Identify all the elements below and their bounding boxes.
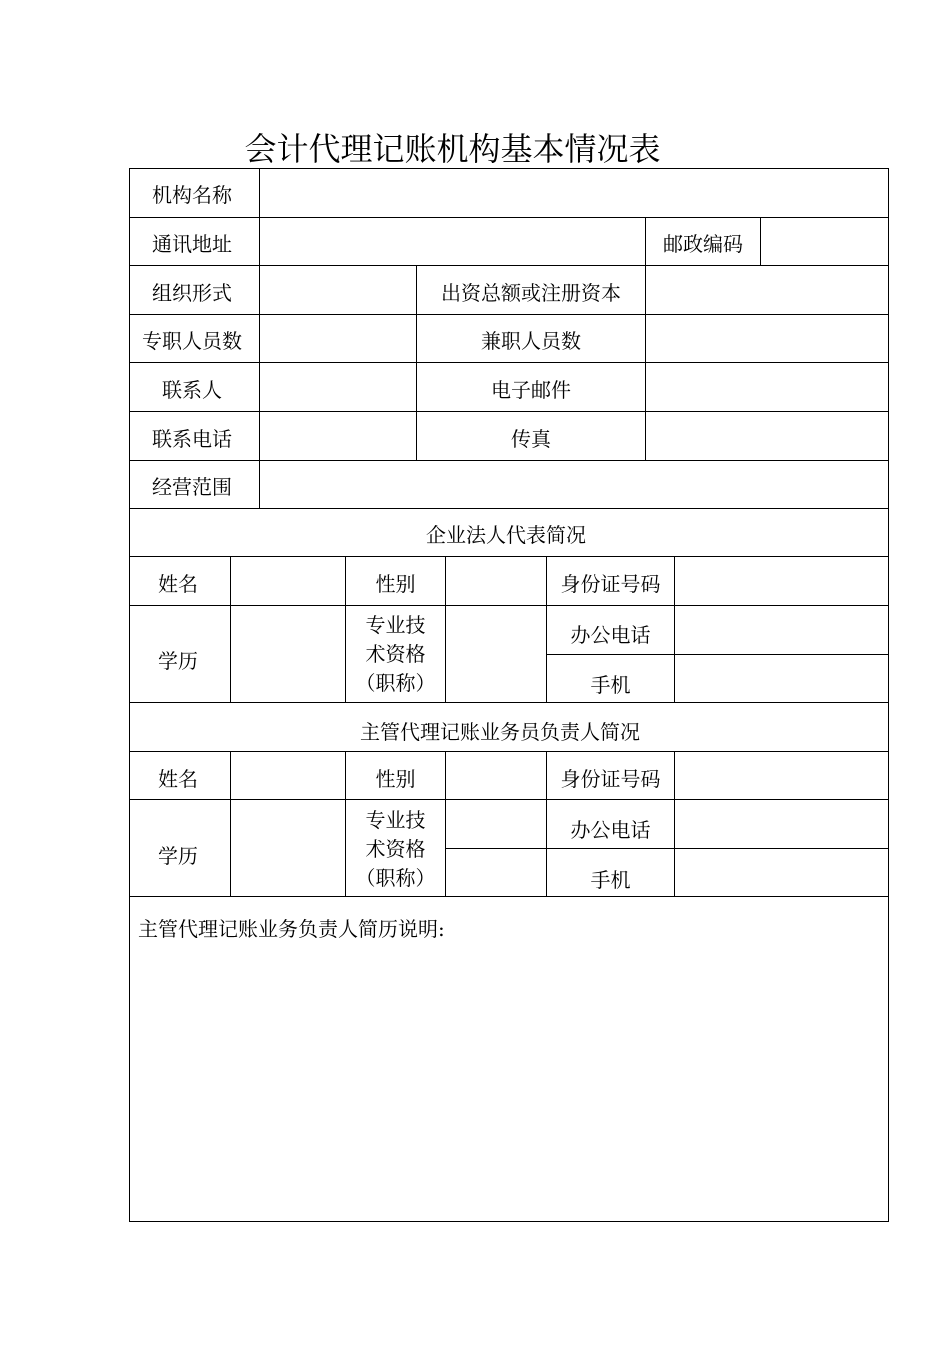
- legal-qualification-line-1: 专业技: [365, 613, 426, 637]
- row-divider: [130, 896, 888, 897]
- legal-education-label: 学历: [158, 649, 198, 673]
- legal-gender-label: 性别: [375, 572, 416, 596]
- legal-office-phone-label: 办公电话: [570, 623, 651, 647]
- legal-name-label: 姓名: [158, 572, 198, 596]
- parttime-label: 兼职人员数: [481, 329, 581, 353]
- legal-education-field[interactable]: [231, 606, 345, 702]
- legal-qualification-line-2: 术资格: [365, 642, 426, 666]
- fax-label: 传真: [511, 427, 551, 451]
- legal-id-label: 身份证号码: [560, 572, 661, 596]
- fax-field[interactable]: [646, 412, 888, 460]
- row-divider: [130, 702, 888, 703]
- legal-id-field[interactable]: [675, 557, 888, 605]
- legal-qualification-line-3: （职称）: [355, 671, 436, 695]
- postcode-field[interactable]: [761, 218, 888, 265]
- manager-qualification-line-3: （职称）: [355, 866, 436, 890]
- org-name-field[interactable]: [260, 169, 888, 217]
- legal-mobile-field[interactable]: [675, 655, 888, 702]
- manager-education-label: 学历: [158, 844, 198, 868]
- contact-field[interactable]: [260, 363, 416, 411]
- scope-label: 经营范围: [152, 475, 232, 499]
- resume-label: 主管代理记账业务负责人简历说明:: [138, 917, 445, 941]
- row-divider: [130, 508, 888, 509]
- org-form-field[interactable]: [260, 266, 416, 314]
- address-field[interactable]: [260, 218, 645, 265]
- legal-rep-section-title: 企业法人代表简况: [426, 523, 586, 547]
- manager-gender-label: 性别: [375, 767, 416, 791]
- legal-mobile-label: 手机: [590, 673, 631, 697]
- org-info-table: [129, 168, 889, 1222]
- manager-qualification-line-2: 术资格: [365, 837, 426, 861]
- manager-mobile-field[interactable]: [675, 849, 888, 896]
- form-title: 会计代理记账机构基本情况表: [244, 130, 661, 168]
- manager-office-phone-label: 办公电话: [570, 818, 651, 842]
- manager-name-label: 姓名: [158, 767, 198, 791]
- fulltime-label: 专职人员数: [142, 329, 242, 353]
- email-label: 电子邮件: [491, 378, 571, 402]
- email-field[interactable]: [646, 363, 888, 411]
- address-label: 通讯地址: [152, 232, 232, 256]
- postcode-label: 邮政编码: [663, 232, 743, 256]
- resume-field[interactable]: [130, 929, 888, 1221]
- legal-gender-field[interactable]: [446, 557, 546, 605]
- manager-qualification-field[interactable]: [446, 800, 546, 848]
- legal-name-field[interactable]: [231, 557, 345, 605]
- legal-office-phone-field[interactable]: [675, 606, 888, 654]
- parttime-count-field[interactable]: [646, 315, 888, 362]
- manager-mobile-label: 手机: [590, 868, 631, 892]
- manager-education-field[interactable]: [231, 800, 345, 896]
- org-form-label: 组织形式: [152, 281, 232, 305]
- manager-office-phone-field[interactable]: [675, 800, 888, 848]
- phone-field[interactable]: [260, 412, 416, 460]
- contact-label: 联系人: [162, 378, 222, 402]
- capital-label: 出资总额或注册资本: [441, 281, 621, 305]
- legal-qualification-field[interactable]: [446, 606, 546, 702]
- fulltime-count-field[interactable]: [260, 315, 416, 362]
- manager-section-title: 主管代理记账业务员负责人简况: [360, 720, 640, 744]
- manager-name-field[interactable]: [231, 752, 345, 799]
- manager-id-label: 身份证号码: [560, 767, 661, 791]
- manager-qualification-field-2[interactable]: [446, 849, 546, 896]
- manager-qualification-line-1: 专业技: [365, 808, 426, 832]
- scope-field[interactable]: [260, 461, 888, 508]
- phone-label: 联系电话: [152, 427, 232, 451]
- capital-field[interactable]: [646, 266, 888, 314]
- manager-gender-field[interactable]: [446, 752, 546, 799]
- manager-id-field[interactable]: [675, 752, 888, 799]
- org-name-label: 机构名称: [152, 183, 232, 207]
